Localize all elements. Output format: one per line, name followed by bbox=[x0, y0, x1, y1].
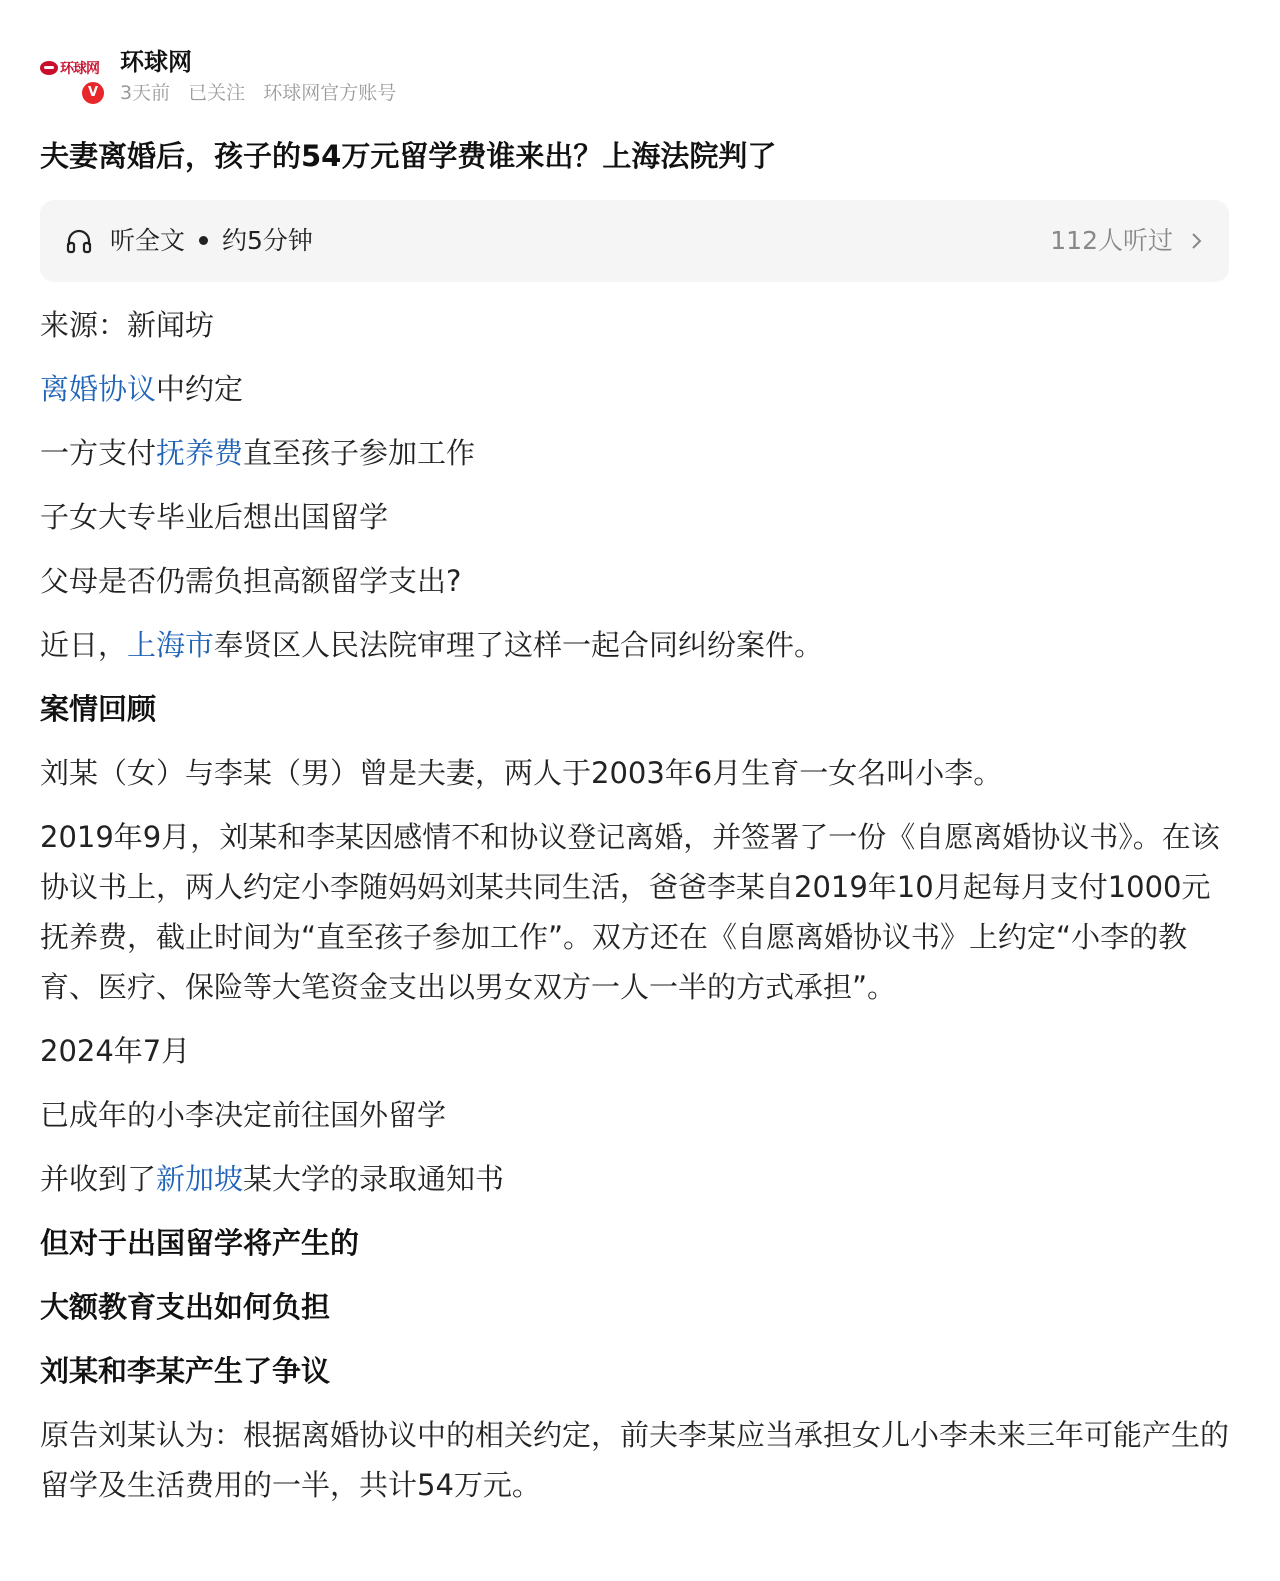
emphasis-line: 大额教育支出如何负担 bbox=[40, 1290, 331, 1324]
listen-full-text-bar[interactable] bbox=[40, 200, 1229, 282]
logo-mark-icon bbox=[40, 61, 58, 75]
paragraph-text: 直至孩子参加工作 bbox=[243, 436, 476, 470]
chevron-right-icon bbox=[1189, 232, 1203, 250]
paragraph bbox=[40, 620, 1235, 670]
paragraph-text: 并收到了 bbox=[40, 1162, 157, 1196]
keyword-link-singapore[interactable]: 新加坡 bbox=[156, 1162, 244, 1196]
keyword-link-divorce-agreement[interactable]: 离婚协议 bbox=[40, 372, 157, 406]
paragraph-text: 奉贤区人民法院审理了这样一起合同纠纷案件。 bbox=[214, 628, 824, 662]
separator-dot bbox=[199, 236, 208, 245]
listen-count: 112人听过 bbox=[1050, 226, 1173, 255]
article-body bbox=[40, 300, 1235, 1524]
keyword-link-shanghai[interactable]: 上海市 bbox=[127, 628, 215, 662]
account-description: 环球网官方账号 bbox=[263, 82, 397, 104]
logo-text: 环球网 bbox=[60, 61, 99, 77]
paragraph-text: 近日， bbox=[40, 628, 128, 662]
paragraph: 父母是否仍需负担高额留学支出? bbox=[40, 564, 462, 598]
paragraph-text: 某大学的录取通知书 bbox=[243, 1162, 505, 1196]
paragraph: 2024年7月 bbox=[40, 1034, 191, 1068]
audio-duration: 约5分钟 bbox=[222, 226, 313, 255]
paragraph: 已成年的小李决定前往国外留学 bbox=[40, 1098, 447, 1132]
emphasis-line: 但对于出国留学将产生的 bbox=[40, 1226, 360, 1260]
headphone-icon bbox=[66, 228, 92, 254]
paragraph bbox=[40, 364, 1235, 414]
keyword-link-alimony[interactable]: 抚养费 bbox=[156, 436, 244, 470]
article-header bbox=[40, 38, 1240, 108]
verified-badge-icon: V bbox=[80, 80, 106, 106]
account-meta bbox=[120, 78, 408, 105]
audio-label-group bbox=[110, 222, 313, 260]
paragraph bbox=[40, 1154, 1235, 1204]
source-line: 来源：新闻坊 bbox=[40, 308, 215, 342]
paragraph bbox=[40, 428, 1235, 478]
paragraph: 2019年9月，刘某和李某因感情不和协议登记离婚，并签署了一份《自愿离婚协议书》。在该协议书上，两人约定小李随妈妈刘某共同生活，爸爸李某自2019年10月起每月支付1000元抚养费，截止时间为“直至孩子参加工作”。双方还在《自愿离婚协议书》上约定“小李的教育、医疗、保险等大笔资金支出以男女双方一人一半的方式承担”。 bbox=[40, 820, 1220, 1004]
article-title: 夫妻离婚后，孩子的54万元留学费谁来出？上海法院判了 bbox=[40, 139, 777, 173]
paragraph-text: 中约定 bbox=[156, 372, 244, 406]
paragraph: 刘某（女）与李某（男）曾是夫妻，两人于2003年6月生育一女名叫小李。 bbox=[40, 756, 1003, 790]
paragraph-text: 一方支付 bbox=[40, 436, 157, 470]
paragraph: 子女大专毕业后想出国留学 bbox=[40, 500, 389, 534]
account-name[interactable]: 环球网 bbox=[120, 48, 192, 76]
emphasis-line: 刘某和李某产生了争议 bbox=[40, 1354, 331, 1388]
listen-label: 听全文 bbox=[110, 226, 186, 255]
section-heading: 案情回顾 bbox=[40, 692, 157, 726]
follow-status[interactable]: 已关注 bbox=[188, 82, 246, 104]
paragraph: 原告刘某认为：根据离婚协议中的相关约定，前夫李某应当承担女儿小李未来三年可能产生的留学及生活费用的一半，共计54万元。 bbox=[40, 1418, 1230, 1502]
publish-time: 3天前 bbox=[120, 82, 171, 104]
